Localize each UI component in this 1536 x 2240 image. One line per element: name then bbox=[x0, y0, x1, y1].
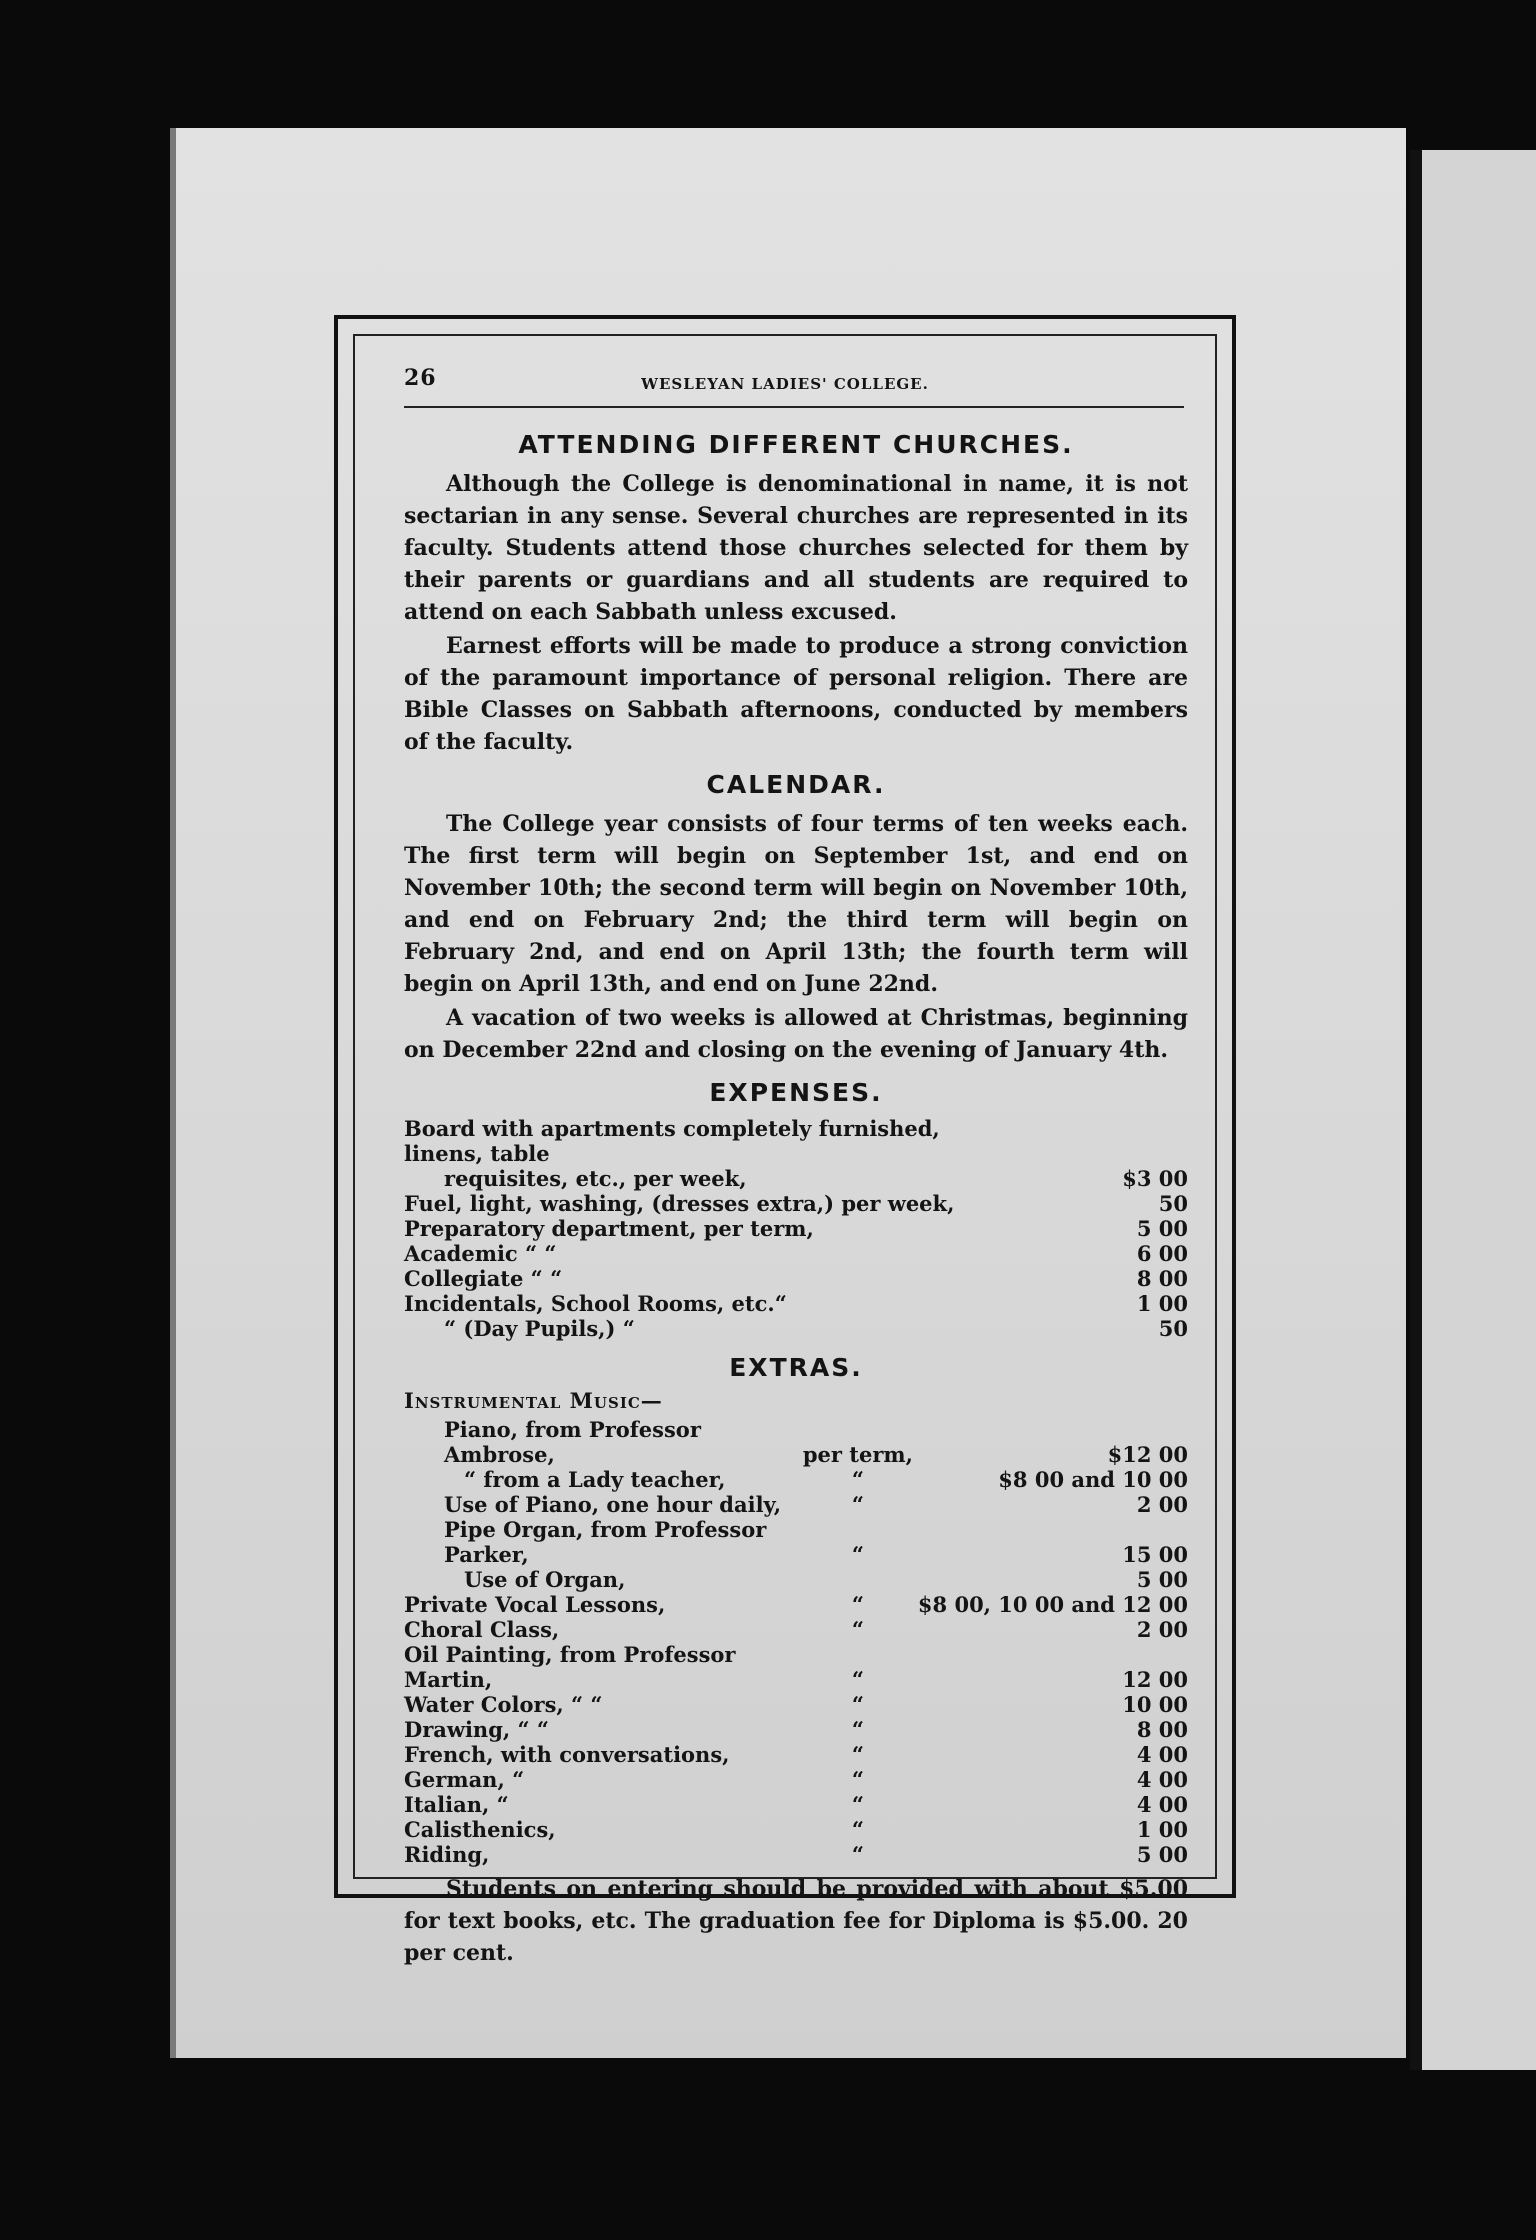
expense-amount: 8 00 bbox=[1136, 1266, 1188, 1291]
extra-term: “ bbox=[851, 1792, 864, 1817]
expenses-section bbox=[382, 1076, 1188, 1341]
calendar-section bbox=[382, 768, 1188, 1066]
extra-row bbox=[404, 1742, 1188, 1767]
expense-row bbox=[404, 1291, 1188, 1316]
extra-term bbox=[798, 1567, 918, 1592]
extras-section bbox=[382, 1351, 1188, 1969]
extra-amount: 12 00 bbox=[1122, 1667, 1188, 1692]
extra-amount: $8 00, 10 00 and 12 00 bbox=[917, 1592, 1188, 1617]
extra-row bbox=[404, 1717, 1188, 1742]
expense-label: Academic “ “ bbox=[404, 1241, 557, 1266]
extra-row bbox=[404, 1592, 1188, 1617]
extra-term: “ bbox=[851, 1692, 864, 1717]
extra-label: Water Colors, “ “ bbox=[404, 1692, 603, 1717]
extra-term: “ bbox=[851, 1542, 864, 1567]
extra-label: Use of Organ, bbox=[464, 1567, 626, 1592]
expense-label: Fuel, light, washing, (dresses extra,) per week, bbox=[404, 1191, 955, 1216]
adjacent-page-edge bbox=[1410, 150, 1536, 2070]
expense-row bbox=[404, 1266, 1188, 1291]
extra-term: “ bbox=[851, 1717, 864, 1742]
extra-amount: 5 00 bbox=[1136, 1842, 1188, 1867]
extra-row bbox=[404, 1467, 1188, 1492]
extra-amount: 5 00 bbox=[1136, 1567, 1188, 1592]
extra-row bbox=[404, 1492, 1188, 1517]
extras-heading: EXTRAS. bbox=[729, 1353, 863, 1382]
extra-amount: 4 00 bbox=[1136, 1792, 1188, 1817]
extra-amount: 8 00 bbox=[1136, 1717, 1188, 1742]
expense-amount: 50 bbox=[1158, 1316, 1188, 1341]
expense-label: Incidentals, School Rooms, etc.“ bbox=[404, 1291, 787, 1316]
extra-row bbox=[404, 1842, 1188, 1867]
extras-footnote: Students on entering should be provided with about $5.00 for text books, etc. The graduation fee for Diploma is $5.00. 20 per cent. bbox=[404, 1876, 1188, 1966]
running-title: WESLEYAN LADIES' COLLEGE. bbox=[641, 375, 929, 393]
extra-row bbox=[404, 1567, 1188, 1592]
extra-amount: 4 00 bbox=[1136, 1767, 1188, 1792]
churches-paragraph-1: Although the College is denominational in name, it is not sectarian in any sense. Several churches are represented in its faculty. Students attend those churches selected for them by their parents or guardians and all students are required to attend on each Sabbath unless excused. bbox=[404, 471, 1188, 625]
extra-row bbox=[404, 1617, 1188, 1642]
extra-term: “ bbox=[851, 1817, 864, 1842]
instrumental-music-subheading: Instrumental Music— bbox=[404, 1388, 663, 1413]
extra-term: “ bbox=[851, 1467, 864, 1492]
extra-label: Italian, “ bbox=[404, 1792, 509, 1817]
churches-paragraph-2: Earnest efforts will be made to produce a strong conviction of the paramount importance of personal religion. There are Bible Classes on Sabbath afternoons, conducted by members of the faculty. bbox=[404, 633, 1188, 755]
extra-amount: 2 00 bbox=[1136, 1492, 1188, 1517]
expense-label: “ (Day Pupils,) “ bbox=[444, 1316, 635, 1341]
expense-row bbox=[404, 1241, 1188, 1266]
churches-section bbox=[382, 428, 1188, 758]
extra-label: Riding, bbox=[404, 1842, 490, 1867]
expense-amount: 50 bbox=[1158, 1191, 1188, 1216]
extra-term: “ bbox=[851, 1842, 864, 1867]
extra-amount: 15 00 bbox=[1122, 1542, 1188, 1567]
expense-label: requisites, etc., per week, bbox=[444, 1166, 747, 1191]
running-head bbox=[382, 360, 1188, 394]
calendar-paragraph-1: The College year consists of four terms of ten weeks each. The first term will begin on September 1st, and end on November 10th; the second term will begin on November 10th, and end on February 2nd; the third term will begin on February 2nd, and end on April 13th; the fourth term will begin on April 13th, and end on June 22nd. bbox=[404, 811, 1188, 997]
expenses-heading: EXPENSES. bbox=[709, 1078, 883, 1107]
expenses-table bbox=[404, 1116, 1188, 1341]
extra-amount: $8 00 and 10 00 bbox=[998, 1467, 1188, 1492]
extra-label: Oil Painting, from Professor Martin, bbox=[404, 1642, 736, 1692]
extra-row bbox=[404, 1692, 1188, 1717]
extra-row bbox=[404, 1792, 1188, 1817]
extra-term: “ bbox=[851, 1767, 864, 1792]
extra-term: “ bbox=[851, 1742, 864, 1767]
extras-table bbox=[404, 1417, 1188, 1867]
extra-label: Choral Class, bbox=[404, 1617, 560, 1642]
extra-amount: 1 00 bbox=[1136, 1817, 1188, 1842]
expense-amount: 6 00 bbox=[1136, 1241, 1188, 1266]
extra-label: Use of Piano, one hour daily, bbox=[444, 1492, 782, 1517]
extra-term: “ bbox=[851, 1617, 864, 1642]
extra-term: per term, bbox=[802, 1442, 913, 1467]
extra-label: Piano, from Professor Ambrose, bbox=[444, 1417, 701, 1467]
expense-amount bbox=[978, 1116, 1188, 1166]
extra-term: “ bbox=[851, 1492, 864, 1517]
extra-row bbox=[404, 1417, 1188, 1467]
extra-label: “ from a Lady teacher, bbox=[464, 1467, 726, 1492]
extra-amount: 4 00 bbox=[1136, 1742, 1188, 1767]
extra-label: Private Vocal Lessons, bbox=[404, 1592, 666, 1617]
extra-row bbox=[404, 1642, 1188, 1692]
extra-row bbox=[404, 1817, 1188, 1842]
expense-row bbox=[404, 1166, 1188, 1191]
extra-label: German, “ bbox=[404, 1767, 525, 1792]
extra-label: Pipe Organ, from Professor Parker, bbox=[444, 1517, 767, 1567]
expense-row bbox=[404, 1116, 1188, 1166]
calendar-heading: CALENDAR. bbox=[706, 770, 886, 799]
page-number: 26 bbox=[404, 365, 437, 391]
extra-amount: $12 00 bbox=[1107, 1442, 1188, 1467]
extra-row bbox=[404, 1517, 1188, 1567]
expense-amount: 1 00 bbox=[1136, 1291, 1188, 1316]
extra-label: Drawing, “ “ bbox=[404, 1717, 549, 1742]
extra-amount: 10 00 bbox=[1122, 1692, 1188, 1717]
extra-row bbox=[404, 1767, 1188, 1792]
extra-amount: 2 00 bbox=[1136, 1617, 1188, 1642]
extra-label: Calisthenics, bbox=[404, 1817, 556, 1842]
expense-row bbox=[404, 1191, 1188, 1216]
extra-term: “ bbox=[851, 1667, 864, 1692]
header-rule bbox=[404, 406, 1184, 408]
expense-label: Board with apartments completely furnished, linens, table bbox=[404, 1116, 940, 1166]
expense-row bbox=[404, 1316, 1188, 1341]
expense-label: Collegiate “ “ bbox=[404, 1266, 563, 1291]
extra-term: “ bbox=[851, 1592, 864, 1617]
expense-amount: 5 00 bbox=[1136, 1216, 1188, 1241]
calendar-paragraph-2: A vacation of two weeks is allowed at Christmas, beginning on December 22nd and closing on the evening of January 4th. bbox=[404, 1005, 1188, 1063]
expense-amount: $3 00 bbox=[1122, 1166, 1188, 1191]
expense-label: Preparatory department, per term, bbox=[404, 1216, 814, 1241]
page-content bbox=[382, 360, 1188, 1969]
expense-row bbox=[404, 1216, 1188, 1241]
extra-label: French, with conversations, bbox=[404, 1742, 730, 1767]
churches-heading: ATTENDING DIFFERENT CHURCHES. bbox=[518, 430, 1074, 459]
